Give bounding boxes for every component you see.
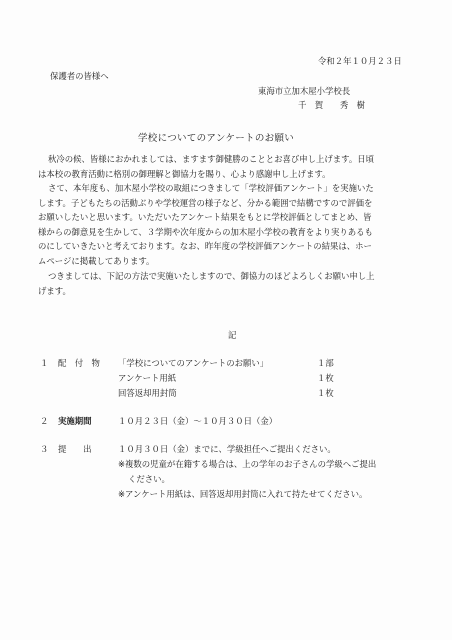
item-3-number: ３ bbox=[40, 444, 49, 454]
paragraph-2-line: します。子どもたちの活動ぶりや学校運営の様子など、分かる範囲で結構ですので評価を bbox=[38, 197, 373, 208]
item-3-note: ※アンケート用紙は、回答返却用封筒に入れて持たせてください。 bbox=[118, 489, 368, 499]
paragraph-2 bbox=[38, 181, 418, 269]
item-2-number: ２ bbox=[40, 416, 49, 426]
item-3-line: １０月３０日（金）までに、学級担任へご提出ください。 bbox=[118, 444, 336, 454]
sender-org: 東海市立加木屋小学校長 bbox=[258, 86, 351, 96]
paragraph-2-line: のにしていきたいと考えております。なお、昨年度の学校評価アンケートの結果は、ホー bbox=[38, 241, 372, 252]
sender-name: 千 賀 秀 樹 bbox=[298, 100, 365, 110]
paragraph-3 bbox=[38, 269, 418, 298]
paragraph-2-line: ムページに掲載してあります。 bbox=[38, 255, 155, 266]
document-title: 学校についてのアンケートのお願い bbox=[138, 133, 295, 144]
item-1-row-name: アンケート用紙 bbox=[118, 373, 177, 383]
paragraph-3-line: げます。 bbox=[38, 285, 71, 296]
paragraph-1 bbox=[38, 152, 418, 181]
item-1-row-qty: １部 bbox=[317, 358, 334, 368]
item-3-note: ※複数の児童が在籍する場合は、上の学年のお子さんの学級へご提出 bbox=[118, 459, 377, 469]
item-1-row-qty: １枚 bbox=[317, 388, 334, 398]
item-2-value: １０月２３日（金）～１０月３０日（金） bbox=[118, 416, 278, 426]
item-2-label: 実施期間 bbox=[58, 416, 92, 426]
paragraph-2-line: 様からの御意見を生かして、３学期や次年度からの加木屋小学校の教育をより実りあるも bbox=[38, 226, 373, 237]
item-1-row-qty: １枚 bbox=[317, 373, 334, 383]
recipient: 保護者の皆様へ bbox=[50, 71, 109, 81]
item-1-row-name: 回答返却用封筒 bbox=[118, 388, 177, 398]
ki-heading: 記 bbox=[228, 330, 237, 340]
paragraph-3-line: つきましては、下記の方法で実施いたしますので、御協力のほどよろしくお願い申し上 bbox=[48, 271, 375, 281]
date: 令和２年１０月２３日 bbox=[318, 56, 402, 66]
paragraph-1-line: は本校の教育活動に格別の御理解と御協力を賜り、心より感謝申し上げます。 bbox=[38, 168, 331, 179]
paragraph-1-line: 秋冷の候、皆様におかれましては、ますます御健勝のこととお喜び申し上げます。日頃 bbox=[48, 154, 374, 164]
paragraph-2-line: お願いしたいと思います。いただいたアンケート結果をもとに学校評価としてまとめ、皆 bbox=[38, 212, 372, 223]
item-1-row-name: 「学校についてのアンケートのお願い」 bbox=[118, 358, 269, 368]
item-3-note-continued: ください。 bbox=[128, 474, 170, 484]
paragraph-2-line: さて、本年度も、加木屋小学校の取組につきまして「学校評価アンケート」を実施いた bbox=[48, 183, 374, 193]
item-3-label: 提 出 bbox=[58, 444, 92, 454]
item-1-number: １ bbox=[40, 358, 49, 368]
item-1-label: 配 付 物 bbox=[58, 358, 100, 368]
